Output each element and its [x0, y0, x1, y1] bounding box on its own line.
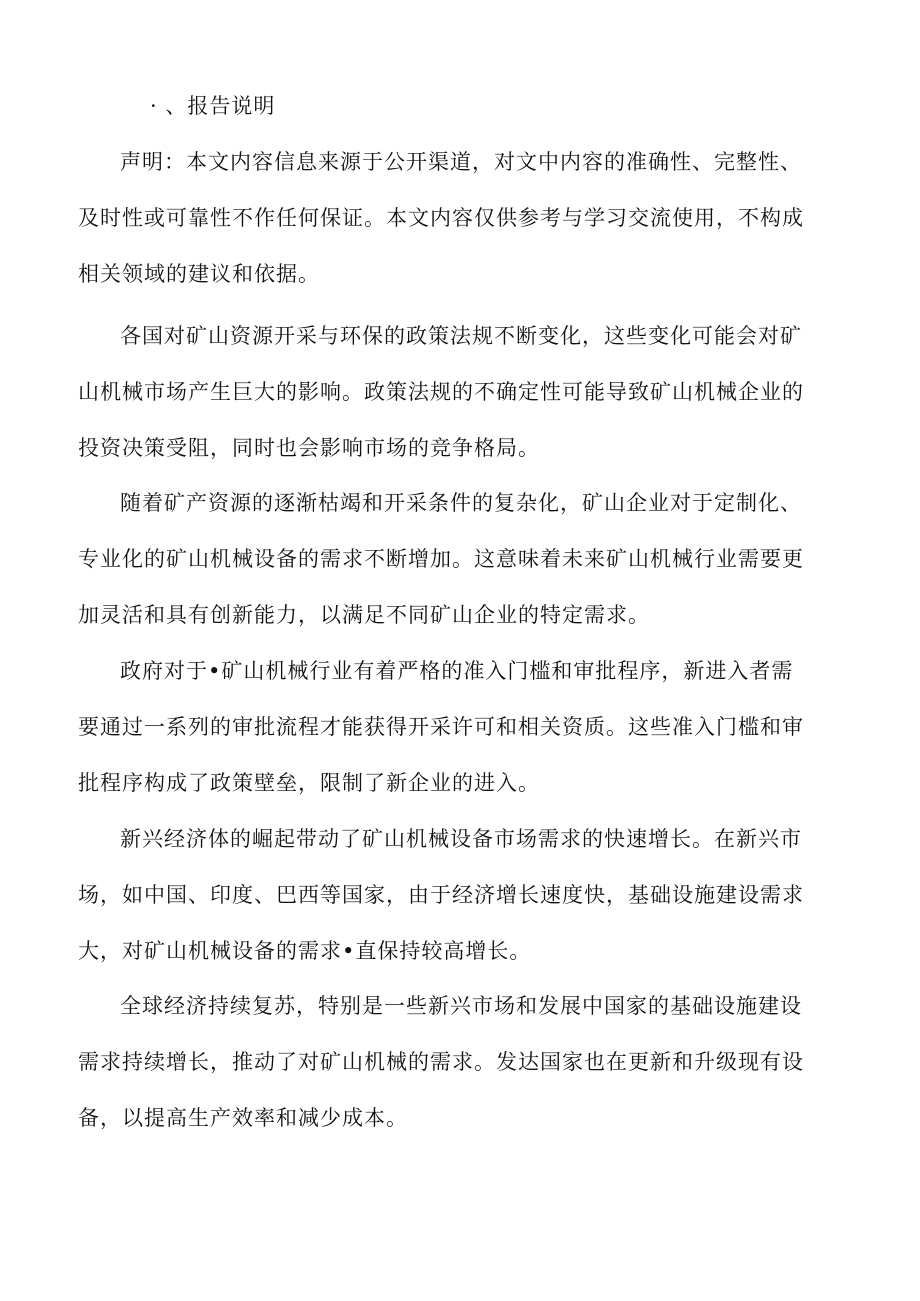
paragraph-line: 随着矿产资源的逐渐枯竭和开采条件的复杂化，矿山企业对于定制化、 — [120, 491, 802, 515]
paragraph-policy — [78, 308, 836, 476]
paragraph-line: 需求持续增长，推动了对矿山机械的需求。发达国家也在更新和升级现有设 — [78, 1050, 804, 1074]
paragraph-recovery — [78, 978, 836, 1146]
paragraph-line: 相关领域的建议和依据。 — [78, 262, 320, 286]
paragraph-line: 要通过一系列的审批流程才能获得开采许可和相关资质。这些准入门槛和审 — [78, 715, 804, 739]
paragraph-barriers — [78, 643, 836, 811]
paragraph-line: 加灵活和具有创新能力，以满足不同矿山企业的特定需求。 — [78, 603, 650, 627]
paragraph-line: 批程序构成了政策壁垒，限制了新企业的进入。 — [78, 771, 540, 795]
paragraph-demand — [78, 475, 836, 643]
paragraph-line: 全球经济持续复苏，特别是一些新兴市场和发展中国家的基础设施建设 — [120, 994, 802, 1018]
paragraph-line: 声明：本文内容信息来源于公开渠道，对文中内容的准确性、完整性、 — [120, 150, 802, 174]
paragraph-line: 新兴经济体的崛起带动了矿山机械设备市场需求的快速增长。在新兴市 — [120, 827, 802, 851]
paragraph-line: 场，如中国、印度、巴西等国家，由于经济增长速度快，基础设施建设需求 — [78, 883, 804, 907]
paragraph-emerging — [78, 811, 836, 979]
paragraph-line: 专业化的矿山机械设备的需求不断增加。这意味着未来矿山机械行业需要更 — [78, 547, 804, 571]
paragraph-line: 政府对于•矿山机械行业有着严格的准入门槛和审批程序，新进入者需 — [120, 659, 794, 683]
paragraph-line: 大，对矿山机械设备的需求•直保持较高增长。 — [78, 939, 532, 963]
paragraph-line: 山机械市场产生巨大的影响。政策法规的不确定性可能导致矿山机械企业的 — [78, 380, 804, 404]
paragraph-line: 投资决策受阻，同时也会影响市场的竞争格局。 — [78, 436, 540, 460]
section-heading: · 、报告说明 — [150, 94, 276, 118]
paragraph-line: 各国对矿山资源开采与环保的政策法规不断变化，这些变化可能会对矿 — [120, 324, 802, 348]
paragraph-disclaimer — [78, 134, 836, 302]
paragraph-line: 备，以提高生产效率和减少成本。 — [78, 1106, 408, 1130]
paragraph-line: 及时性或可靠性不作任何保证。本文内容仅供参考与学习交流使用，不构成 — [78, 206, 804, 230]
